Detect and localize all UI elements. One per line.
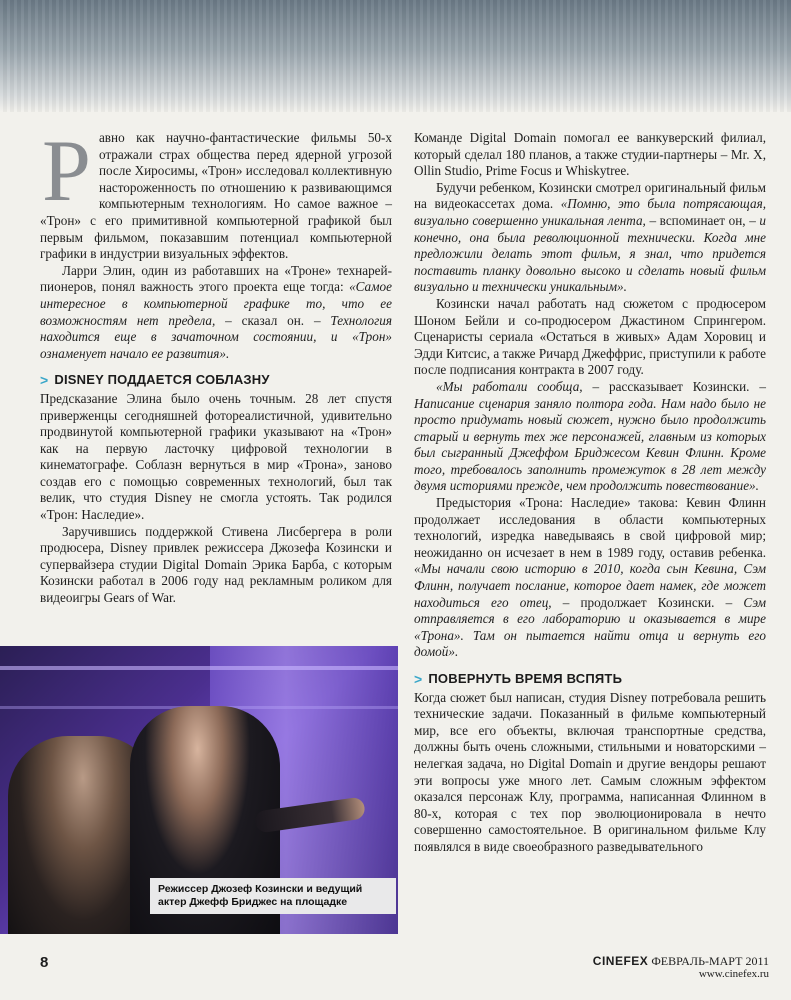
paragraph-producer: Заручившись поддержкой Стивена Лисбергера в роли продюсера, Disney привлек режиссера Джозефа Козински и супервайзера студии Digital Domain Эрика Барба, с которым Козински работал в 2006 году над рекламным роликом для видеоигры Gears of War. xyxy=(40,523,392,606)
paragraph-text: – сказал он. – xyxy=(215,312,331,328)
paragraph-prediction: Предсказание Элина было очень точным. 28 лет спустя приверженцы сегодняшней фотореалистичной, удивительно продвинутой компьютерной графики указывают на «Трон» как на первую ласточку цифровой технологии в кинематографе. Соблазн вернуться в мир «Трона», заново создав его с помощью современных технологий, был так велик, что студия Disney не смогла устоять. Так родился «Трон: Наследие». xyxy=(40,390,392,523)
intro-text: авно как научно-фантастические фильмы 50-х отражали страх общества перед ядерной угрозой после Хиросимы, «Трон» исследовал коллективную настороженность по отношению к развивающимся компьютерным технологиям. Но самое важное – «Трон» с его примитивной компьютерной графикой был первым фильмом, показавшим потенциал компьютерной графики в индустрии визуальных эффектов. xyxy=(40,130,392,262)
article-column-right xyxy=(414,130,766,856)
quote-text: «Самое интересное в компьютерной графике то, что ее возможностям нет предела, xyxy=(40,279,392,328)
paragraph-childhood xyxy=(414,180,766,296)
caption-line: Режиссер Джозеф Козински и ведущий xyxy=(158,883,363,895)
caption-line: актер Джефф Бриджес на площадке xyxy=(158,896,348,908)
drop-cap: Р xyxy=(42,123,91,220)
photo-light-strip xyxy=(0,666,398,670)
paragraph-text: Ларри Элин, один из работавших на «Троне» технарей-пионеров, понял важность этого проекта еще тогда: xyxy=(40,262,392,295)
paragraph-text: – продолжает Козински. – xyxy=(551,594,744,610)
paragraph-story: Козински начал работать над сюжетом с продюсером Шоном Бейли и со-продюсером Джастином Спрингером. Сценаристы сериала «Остаться в живых» Адам Хоровиц и Эдди Китсис, а также Ричард Джеффрис, приступили к работе после подписания контракта в 2007 году. xyxy=(414,295,766,378)
photo-caption xyxy=(150,878,396,914)
paragraph-ellin xyxy=(40,263,392,363)
header-image-band xyxy=(0,0,791,112)
paragraph-text: Предыстория «Трона: Наследие» такова: Кевин Флинн продолжает исследования в области компьютерных технологий, изредка наведываясь в свой цифровой мир; неожиданно он исчезает в нем в 1989 году, оставив ребенка. xyxy=(414,495,766,560)
page-footer xyxy=(593,955,769,981)
paragraph-technical: Когда сюжет был написан, студия Disney потребовала решить технические задачи. Показанный в фильме компьютерный мир, все его объекты, включая транспортные средства, должны быть очень сложными, стильными и новаторскими – нелегкая задача, но Digital Domain и другие вендоры решают эти вопросы уже много лет. Самым сложным эффектом оказался персонаж Клу, программа, написанная Флинном в 80-х, которая с тех пор эволюционировала в нечто совершенно самостоятельное. В оригинальном фильме Клу появлялся в виде своеобразного разведывательного xyxy=(414,689,766,854)
paragraph-text: – рассказывает Козински. – xyxy=(582,378,766,394)
quote-text: «Мы работали сообща, xyxy=(436,378,583,394)
paragraph-text: Будучи ребенком, Козински смотрел оригинальный фильм на видеокассетах дома. xyxy=(414,179,766,212)
paragraph-vancouver: Команде Digital Domain помогал ее ванкуверский филиал, который сделал 180 планов, а также студии-партнеры – Mr. X, Ollin Studio, Prime Focus и Whiskytree. xyxy=(414,130,766,179)
section-heading-text: ПОВЕРНУТЬ ВРЕМЯ ВСПЯТЬ xyxy=(428,671,623,686)
section-heading-text: DISNEY ПОДДАЕТСЯ СОБЛАЗНУ xyxy=(54,372,270,388)
quote-text: Технология находится еще в зачаточном состоянии, и «Трон» ознаменует начало ее развития». xyxy=(40,312,392,361)
paragraph-text: – вспоминает он, – xyxy=(645,212,760,228)
paragraph-together xyxy=(414,379,766,495)
article-column-left xyxy=(40,123,392,607)
paragraph-backstory xyxy=(414,495,766,661)
footer-url: www.cinefex.ru xyxy=(698,968,769,980)
footer-issue-line xyxy=(593,955,769,968)
chevron-right-icon: > xyxy=(414,671,423,687)
quote-text: и конечно, она была революционной технически. Когда мне предложили делать этот фильм, я знал, что придется поставить планку довольно высоко и сделать новый фильм визуально и технически уникальным». xyxy=(414,212,767,295)
quote-text: «Мы начали свою историю в 2010, когда сын Кевина, Сэм Флинн, получает послание, которое дает намек, где может находиться его отец, xyxy=(414,561,766,610)
quote-text: «Помню, это была потрясающая, визуально совершенно уникальная лента, xyxy=(414,196,766,228)
quote-text: Сэм отправляется в его лабораторию и оказывается в мире «Трона». Там он пытается найти отца и вернуть его домой». xyxy=(414,594,766,660)
page-number: 8 xyxy=(40,954,49,971)
section-heading-time xyxy=(414,671,766,688)
quote-text: Написание сценария заняло полтора года. Нам надо было не просто придумать новый сюжет, нужно было продолжить старый и вернуть тех же персонажей, главным из которых был сыгранный Джеффом Бриджесом Кевин Флинн. Кроме того, требовалось заполнить промежуток в 28 лет между двумя историями прежде, чем продолжить повествование». xyxy=(414,395,766,494)
chevron-right-icon: > xyxy=(40,372,49,389)
magazine-brand: CINEFEX xyxy=(592,954,649,968)
section-heading-disney xyxy=(40,372,392,389)
issue-date: ФЕВРАЛЬ-МАРТ 2011 xyxy=(651,954,769,968)
intro-paragraph xyxy=(40,123,392,263)
